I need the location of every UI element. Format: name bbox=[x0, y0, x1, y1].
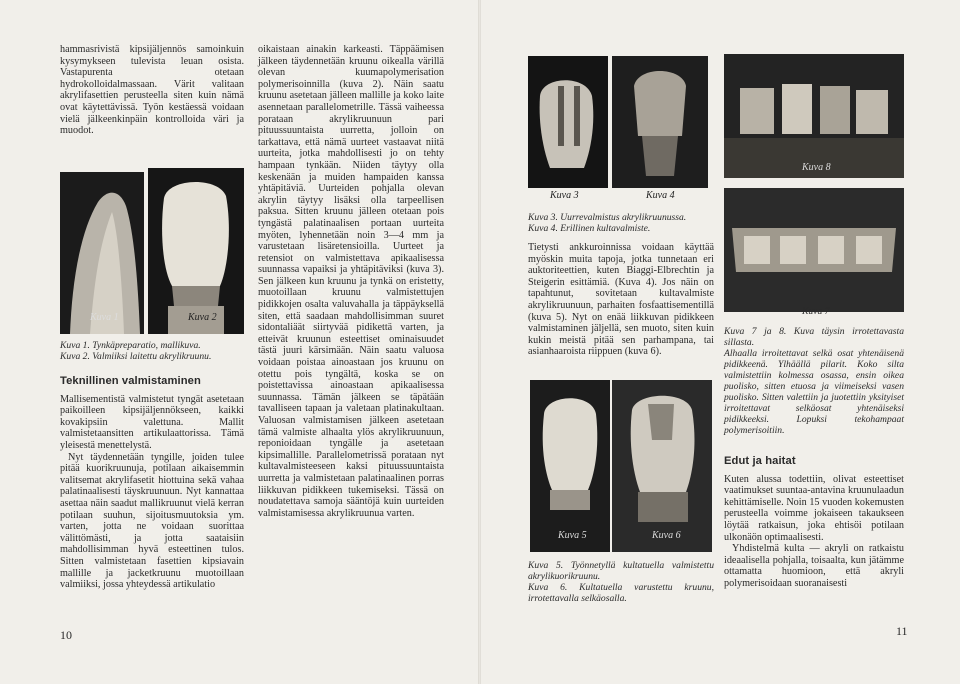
photo-label: Kuva 4 bbox=[646, 190, 675, 201]
page-number-right: 11 bbox=[896, 624, 908, 638]
caption-kuva-2: Kuva 2. Valmiiksi laitettu akrylikruunu. bbox=[60, 351, 212, 362]
captions-3-4 bbox=[528, 212, 714, 234]
photo-label: Kuva 6 bbox=[652, 530, 681, 541]
photo-kuva-4 bbox=[612, 56, 708, 201]
photo-kuva-6 bbox=[612, 380, 712, 552]
intro-paragraph: hammasrivistä kipsijäljennös samoinkuin kysymykseen tulevista leuan osista. Vastapurenta otetaan hydrokolloidalmassaan. Värit valitaan akrylifasettien perusteella siten kuin nämä ovat käytettävissä. Työn kestäessä voidaan vielä jälkeenkinpäin kontrolloida väri ja muodot. bbox=[60, 44, 244, 137]
page-number-left: 10 bbox=[60, 628, 72, 642]
photo-label: Kuva 1 bbox=[90, 312, 119, 323]
bridge-pillars-image bbox=[724, 54, 904, 178]
left-body bbox=[60, 368, 244, 591]
photo-label: Kuva 7 bbox=[802, 306, 830, 317]
photo-kuva-3 bbox=[528, 56, 608, 201]
right-body bbox=[724, 448, 904, 590]
caption-kuva-5: Kuva 5. Työnnetyllä kultatuella valmistettu akrylikuorikruunu. bbox=[528, 560, 714, 582]
photo-kuva-2 bbox=[148, 168, 244, 334]
photo-kuva-5 bbox=[530, 380, 610, 552]
acrylic-crown-image bbox=[148, 168, 244, 334]
caption-kuva-1: Kuva 1. Tynkäpreparatio, mallikuva. bbox=[60, 340, 201, 351]
tooth-preparation-image bbox=[60, 172, 144, 334]
right-text-column bbox=[528, 242, 714, 358]
paragraph: Tietysti ankkuroinnissa voidaan käyttää myöskin muita tapoja, jotka tunnetaan eri auktoriteettien, kuten Biaggi-Elbrechtin ja Steigerin esittämiä. (Kuva 4). Jos näin on tapahtunut, sovitetaan kultavalmiste akrylikruunuun, parhaiten fosfaattisementillä (kuva 5). Nyt on enää liikkuvan pidikkeen valmistaminen jäljellä, sen muoto, siten kuin kukin meistä pitää sen parhampana, tai asianhaaroista riippuen (kuva 6). bbox=[528, 242, 714, 358]
caption-kuva-6: Kuva 6. Kultatuella varustettu kruunu, irrotettavalla selkäosalla. bbox=[528, 582, 714, 604]
caption-kuva-4: Kuva 4. Erillinen kultavalmiste. bbox=[528, 223, 651, 234]
crown-with-gold-support-image bbox=[530, 380, 610, 552]
captions-7-8 bbox=[724, 326, 904, 436]
photo-kuva-7 bbox=[724, 188, 904, 312]
caption-kuva-7-8-title: Kuva 7 ja 8. Kuva täysin irrotettavasta sillasta. bbox=[724, 326, 904, 348]
middle-column bbox=[258, 44, 444, 519]
captions-5-6 bbox=[528, 560, 714, 604]
gold-insert-image bbox=[612, 56, 708, 188]
photo-label: Kuva 5 bbox=[558, 530, 587, 541]
paragraph: Mallisementistä valmistetut tyngät asetetaan paikoilleen kipsijäljennökseen, kaikki kovakipsiin valettuna. Mallit valmistetaansitten artikulaattorissa. Tämä yleisestä menettelystä. bbox=[60, 393, 244, 451]
left-captions bbox=[60, 340, 244, 362]
photo-kuva-8 bbox=[724, 54, 904, 178]
paragraph: oikaistaan ainakin karkeasti. Täppäämisen jälkeen täydennetään kruunu oikealla värillä olevan kuumapolymerisation polymerisoinnilla (kuva 2). Näin saatu kruunu asetetaan jälleen mallille ja koko laite asennetaan parallelometrille. Tässä vaiheessa porataan akrylikruunuun pari pituussuuntaista uurretta, jolloin on tarkattava, että nämä uurteet vastaavat niitä uurteita, jotka mahdollisesti jo on tehty hampaan tynkään. Niiden täytyy olla keskenään ja muiden hampaiden kanssa yhtäpitäviä. Uurteiden pohjalla olevan akrylin täytyy lisäksi olla tarpeellisen paksua. Sitten kruunu jälleen otetaan pois tyngästä palatinaalisen portaan uurteita myöten, lyhennetään noin 3—4 mm ja varustetaan lisäretensioilla. Uurteet ja retensiot on valmistettava apikaalisessa suunnassa vapaiksi ja yhtäpitäviksi (kuva 3). Sen jälkeen kun kruunu ja tynkä on eristetty, muotoillaan kruunu valmistettujen pidikkojen osalta valuvahalla ja täppäyksellä siten, että saadaan mahdollisimman suuret sidontaliäät siirtyvää pidikettä varten, ja etteivät kruunun esteettiset ominaisuudet tästä juuri kärsimään. Näin saatu valuosa voidaan poistaa ainoastaan jos kruunu on otettu pois tyngältä, koska se on poistettavissa ainoastaan apikaalisessa suunnassa. Tämän jälkeen se täpätään tavalliseen tapaan ja valetaan platinakultaan. Valuosan valmistamisen jälkeen asetetaan tämä valmiste alhaalta ylös akrylikruunuun, reponioidaan tyngälle ja asetetaan kipsimallille. Parallelometrissä porataan nyt kultavalmisteeseen kaksi pituussuuntaista uurretta ja valmistetaan palatinaalinen porras liikkuvan pidikkeen tukemiseksi. Tässä on noudatettava samoja sääntöjä kuin uurteiden valmistamisessa akrylikruunua varten. bbox=[258, 44, 444, 519]
caption-kuva-7-8-body: Alhaalla irroitettavat selkä osat yhtenäisenä pidikkeenä. Ylhäällä pilarit. Koko silta valmistettiin kolmessa osassa, ensin oikea puolisko, sitten etuosa ja viimeiseksi vasen puolisko. Sitten valettiin ja juotettiin yksityiset irroitettavat selkäosat yhtenäiseksi pidikkeeksi. Lopuksi tekohampaat polymerisoitiin. bbox=[724, 348, 904, 436]
photo-label: Kuva 2 bbox=[188, 312, 217, 323]
section-heading-technical: Teknillinen valmistaminen bbox=[60, 375, 201, 387]
crown-removable-back-image bbox=[612, 380, 712, 552]
paragraph: Yhdistelmä kulta — akryli on ratkaistu ideaalisella pohjalla, toisaalta, kun jätämme ottamatta huomioon, että akryli polymerisoidaan suoranaisesti bbox=[724, 543, 904, 589]
photo-label: Kuva 3 bbox=[550, 190, 579, 201]
photo-label: Kuva 8 bbox=[802, 162, 831, 173]
left-column bbox=[60, 44, 244, 137]
removable-back-parts-image bbox=[724, 188, 904, 312]
groove-preparation-image bbox=[528, 56, 608, 188]
page-gutter bbox=[478, 0, 481, 684]
section-heading-advantages: Edut ja haitat bbox=[724, 455, 796, 467]
paragraph: Kuten alussa todettiin, olivat esteettiset vaatimukset suuntaa-antavina kruunulaadun kehittämiselle. Noin 15 vuoden kokemusten perusteella voimme jokaiseen takaukseen löytää ratkaisun, joka ehtisöi potilaan ulkonäön optimaalisesti. bbox=[724, 473, 904, 543]
photo-kuva-1 bbox=[60, 172, 144, 334]
caption-kuva-3: Kuva 3. Uurrevalmistus akrylikruunussa. bbox=[528, 212, 687, 223]
paragraph: Nyt täydennetään tyngille, joiden tulee pitää kuorikruunuja, potilaan aikaisemmin valitsemat akrylifasetit hiottuina sekä vahaa palatinaalisesti täyskruunuun. Nyt kannattaa asettaa näin saadut mallikruunut vielä kerran potilaan suuhun, sijoitusmuutoksia ym. varten, jotta ne voidaan suorittaa välittömästi, ja jotta saataisiin mahdollisimman hyvä esteettinen tulos. Sitten valmistetaan fasettien kipsiavain mallille ja jacketkruunu muotoillaan valmiiksi, jossa yhteydessä artikulatio bbox=[60, 451, 244, 591]
